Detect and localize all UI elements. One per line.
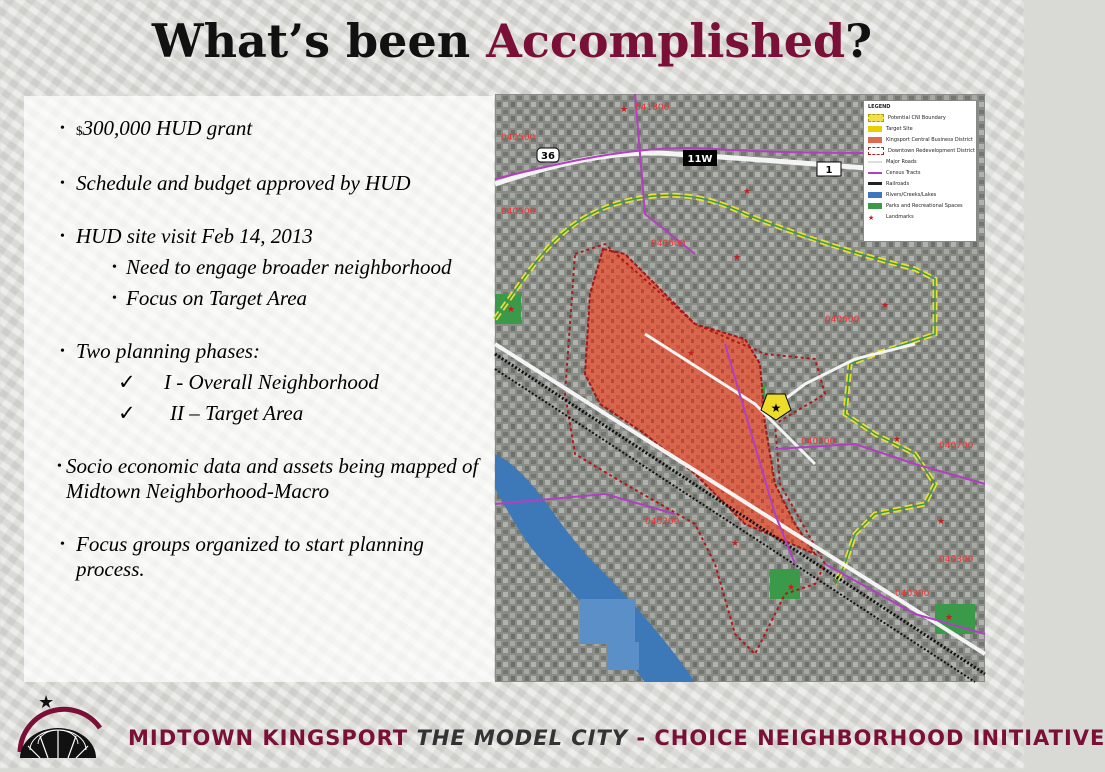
socio-economic-text: Socio economic data and assets being mapped of Midtown Neighborhood-Macro (66, 454, 479, 503)
legend-item: ★ Landmarks (868, 213, 914, 222)
sub-bullet-engage (60, 255, 480, 280)
phases-text: Two planning phases: (76, 339, 260, 363)
legend-item: Rivers/Creeks/Lakes (864, 189, 976, 200)
map-legend (863, 100, 977, 242)
phase-1-text: I - Overall Neighborhood (164, 370, 379, 394)
bullet-dot: • (112, 291, 117, 306)
title-prefix: What’s been (151, 14, 487, 68)
legend-item: Railroads (864, 178, 976, 189)
svg-text:★: ★ (507, 305, 516, 315)
legend-item: Census Tracts (864, 167, 976, 178)
footer-part-3: - CHOICE NEIGHBORHOOD INITIATIVE (628, 726, 1105, 750)
phase-2-text: II – Target Area (170, 401, 304, 425)
midtown-logo (0, 688, 110, 768)
site-visit-text: HUD site visit Feb 14, 2013 (76, 224, 313, 248)
svg-text:★: ★ (945, 613, 954, 623)
bullet-dot: • (60, 537, 65, 552)
bullet-grant (60, 116, 480, 143)
legend-title: LEGEND (868, 104, 891, 110)
svg-text:★: ★ (770, 401, 782, 415)
svg-text:040500: 040500 (501, 133, 536, 143)
bullet-dot: • (112, 260, 117, 275)
grant-text: 300,000 HUD grant (82, 116, 253, 140)
svg-text:★: ★ (937, 517, 946, 527)
schedule-text: Schedule and budget approved by HUD (76, 171, 411, 195)
svg-text:★: ★ (743, 187, 752, 197)
svg-text:040300: 040300 (895, 589, 930, 599)
focus-groups-text: Focus groups organized to start planning process. (76, 532, 424, 581)
svg-text:11W: 11W (687, 154, 713, 165)
bullet-schedule (60, 171, 480, 196)
svg-text:040200: 040200 (645, 517, 680, 527)
footer-part-1: MIDTOWN KINGSPORT (128, 726, 417, 750)
bullet-dot: • (60, 176, 65, 191)
checkmark-icon: ✓ (118, 401, 136, 425)
svg-text:040500: 040500 (501, 207, 536, 217)
slide-title (0, 14, 1024, 68)
legend-item: Parks and Recreational Spaces (864, 200, 976, 211)
bullet-list (57, 116, 480, 582)
svg-text:★: ★ (893, 435, 902, 445)
svg-text:★: ★ (620, 105, 629, 115)
svg-text:36: 36 (541, 151, 555, 162)
svg-text:★: ★ (731, 539, 740, 549)
legend-item: Kingsport Central Business District (864, 134, 976, 145)
check-item-phase-2 (60, 401, 480, 426)
svg-text:040300: 040300 (939, 555, 974, 565)
svg-text:★: ★ (733, 253, 742, 263)
svg-text:040200: 040200 (801, 437, 836, 447)
svg-text:★: ★ (787, 583, 796, 593)
bullet-dot: • (60, 121, 65, 136)
bullet-site-visit (60, 224, 480, 249)
svg-text:040600: 040600 (651, 239, 686, 249)
svg-text:041800: 041800 (635, 103, 670, 113)
engage-text: Need to engage broader neighborhood (126, 255, 452, 279)
legend-item: Downtown Redevelopment District (864, 145, 976, 156)
legend-item: Potential CNI Boundary (864, 112, 976, 123)
focus-target-text: Focus on Target Area (126, 286, 308, 310)
bullet-socio-economic (57, 454, 480, 504)
footer-tagline (128, 726, 1105, 750)
checkmark-icon: ✓ (118, 370, 136, 394)
svg-text:★: ★ (38, 692, 55, 713)
svg-text:040700: 040700 (939, 441, 974, 451)
title-suffix: ? (845, 14, 873, 68)
bullet-dot: • (60, 344, 65, 359)
bullet-dot: • (60, 229, 65, 244)
legend-item: Major Roads (864, 156, 976, 167)
check-item-phase-1 (60, 370, 480, 395)
title-accent: Accomplished (486, 14, 846, 68)
bullet-phases (60, 339, 480, 364)
svg-text:1: 1 (825, 165, 833, 176)
neighborhood-map (495, 94, 985, 682)
svg-text:040600: 040600 (825, 315, 860, 325)
bullet-dot: • (57, 459, 62, 474)
svg-text:★: ★ (881, 301, 890, 311)
svg-text:★: ★ (687, 349, 696, 359)
bullet-focus-groups (60, 532, 480, 582)
footer-part-2: THE MODEL CITY (416, 726, 629, 750)
sub-bullet-focus-target (60, 286, 480, 311)
legend-item: Target Site (864, 123, 976, 134)
dollar-sign: $ (76, 123, 83, 138)
